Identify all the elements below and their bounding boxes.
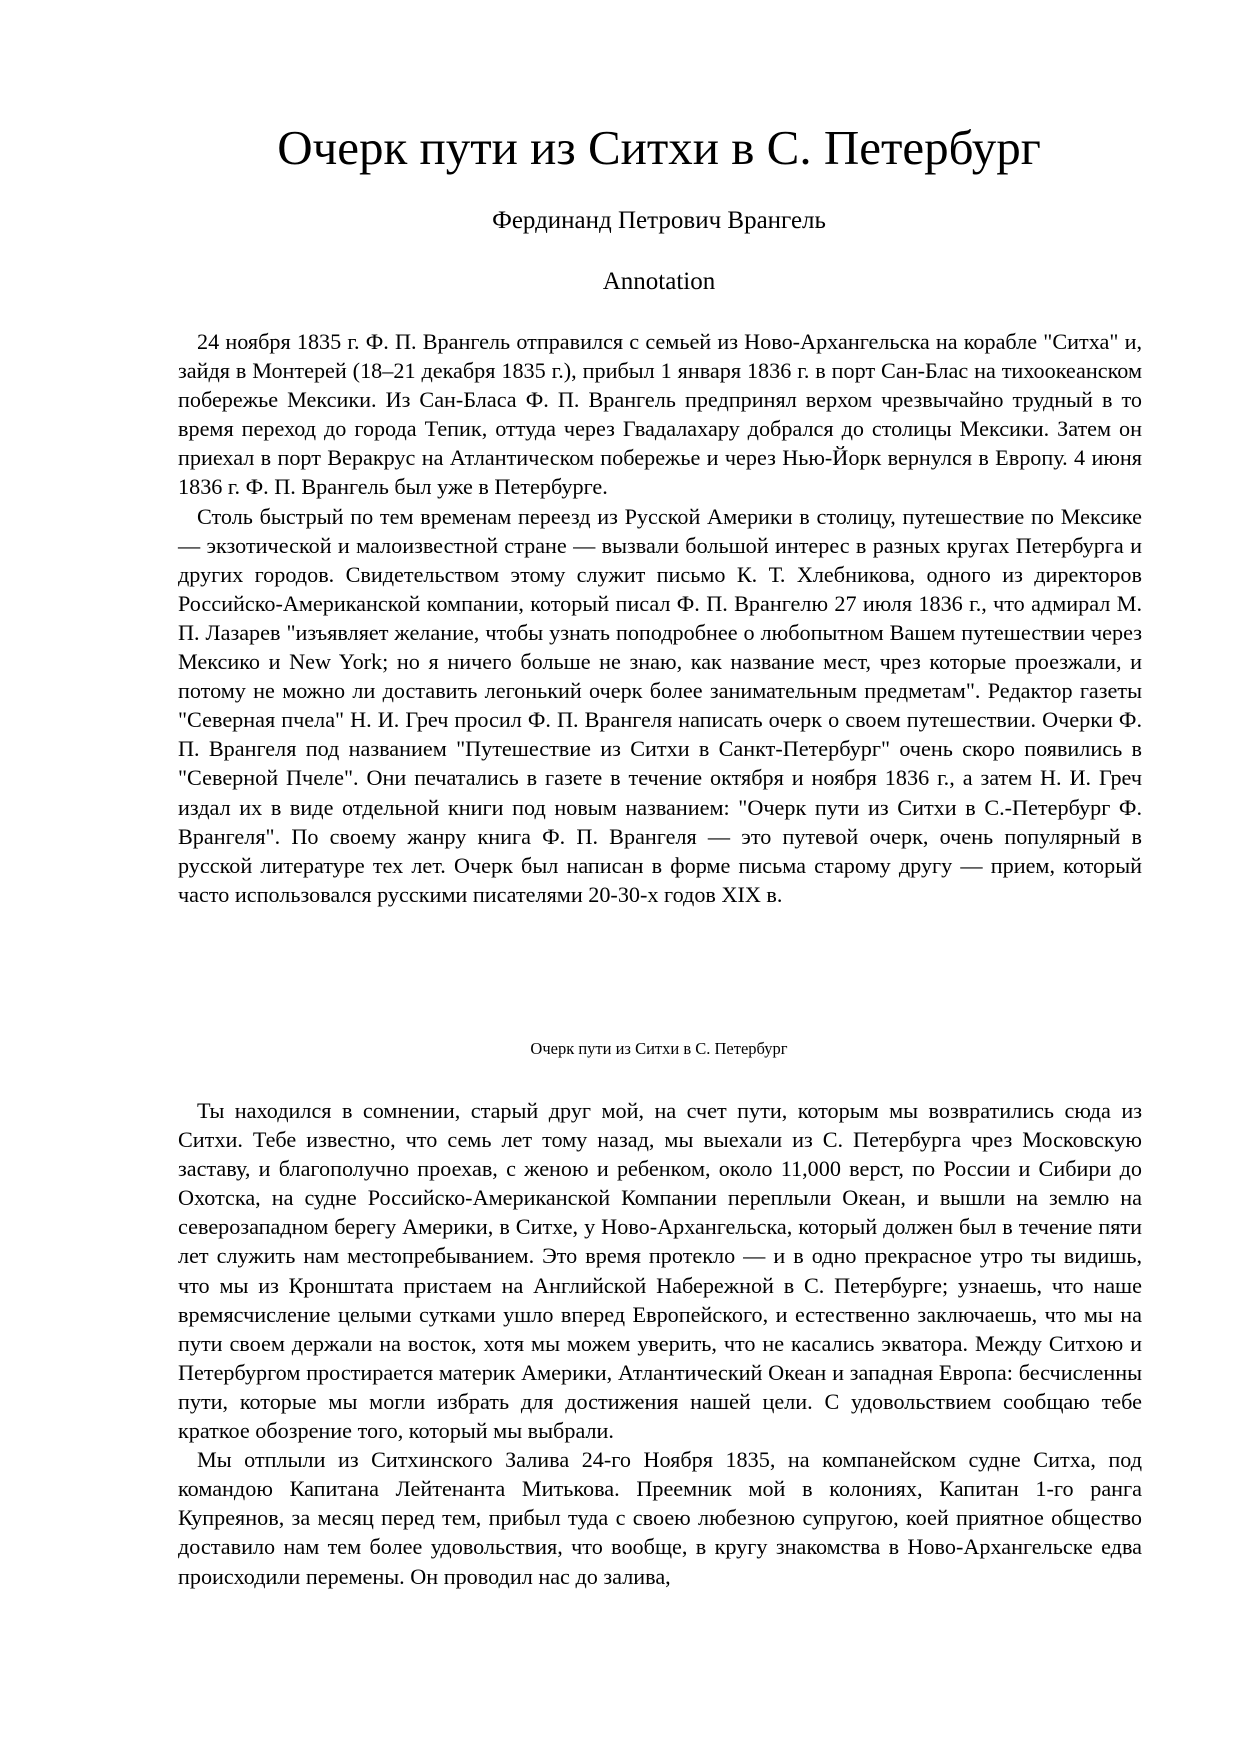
chapter-paragraph: Ты находился в сомнении, старый друг мой, на счет пути, которым мы возвратились сюда из Ситхи. Тебе известно, что семь лет тому назад, мы выехали из С. Петербурга чрез Московскую заставу, и благополучно проехав, с женою и ребенком, около 11,000 верст, по России и Сибири до Охотска, на судне Российско-Американской Компании переплыли Океан, и вышли на землю на северозападном берегу Америки, в Ситхе, у Ново-Архангельска, который должен был в течение пяти лет служить нам местопребыванием. Это время протекло — и в одно прекрасное утро ты видишь, что мы из Кронштата пристаем на Английской Набережной в С. Петербурге; узнаешь, что наше времясчисление целыми сутками ушло вперед Европейского, и естественно заключаешь, что мы на пути своем держали на восток, хотя мы можем уверить, что не касались экватора. Между Ситхою и Петербургом простирается материк Америки, Атлантический Океан и западная Европа: бесчисленны пути, которые мы могли избрать для достижения нашей цели. С удовольствием сообщаю тебе краткое обозрение того, который мы выбрали. [178,1098,1142,1444]
chapter-title: Очерк пути из Ситхи в С. Петербург [530,1039,788,1058]
chapter-paragraph: Мы отплыли из Ситхинского Залива 24-го Ноября 1835, на компанейском судне Ситха, под командою Капитана Лейтенанта Митькова. Преемник мой в колониях, Капитан 1-го ранга Купреянов, за месяц перед тем, прибыл туда с своею любезною супругою, коей приятное общество доставило нам тем более удовольствия, что вообще, в кругу знакомства в Ново-Архангельске едва происходили перемены. Он проводил нас до залива, [178,1447,1142,1589]
annotation-paragraph: Столь быстрый по тем временам переезд из Русской Америки в столицу, путешествие по Мексике — экзотической и малоизвестной стране — вызвали большой интерес в разных кругах Петербурга и других городов. Свидетельством этому служит письмо К. Т. Хлебникова, одного из директоров Российско-Американской компании, который писал Ф. П. Врангелю 27 июля 1836 г., что адмирал М. П. Лазарев "изъявляет желание, чтобы узнать поподробнее о любопытном Вашем путешествии через Мексико и New York; но я ничего больше не знаю, как название мест, чрез которые проезжали, и потому не можно ли доставить легонький очерк более занимательным предметам". Редактор газеты "Северная пчела" Н. И. Греч просил Ф. П. Врангеля написать очерк о своем путешествии. Очерки Ф. П. Врангеля под названием "Путешествие из Ситхи в Санкт-Петербург" очень скоро появились в "Северной Пчеле". Они печатались в газете в течение октября и ноября 1836 г., а затем Н. И. Греч издал их в виде отдельной книги под новым названием: "Очерк пути из Ситхи в С.-Петербург Ф. Врангеля". По своему жанру книга Ф. П. Врангеля — это путевой очерк, очень популярный в русской литературе тех лет. Очерк был написан в форме письма старому другу — прием, который часто использовался русскими писателями 20-30-х годов XIX в. [178,503,1142,907]
annotation-heading: Annotation [602,268,716,295]
author-name: Фердинанд Петрович Врангель [492,207,826,234]
book-title: Очерк пути из Ситхи в С. Петербург [277,120,1041,175]
chapter-body [178,1096,1142,1591]
annotation-paragraph: 24 ноября 1835 г. Ф. П. Врангель отправился с семьей из Ново-Архангельска на корабле "Ситха" и, зайдя в Монтерей (18–21 декабря 1835 г.), прибыл 1 января 1836 г. в порт Сан-Блас на тихоокеанском побережье Мексики. Из Сан-Бласа Ф. П. Врангель предпринял верхом чрезвычайно трудный в то время переход до города Тепик, оттуда через Гвадалахару добрался до столицы Мексики. Затем он приехал в порт Веракрус на Атлантическом побережье и через Нью-Йорк вернулся в Европу. 4 июня 1836 г. Ф. П. Врангель был уже в Петербурге. [178,329,1142,500]
annotation-body [178,327,1142,909]
